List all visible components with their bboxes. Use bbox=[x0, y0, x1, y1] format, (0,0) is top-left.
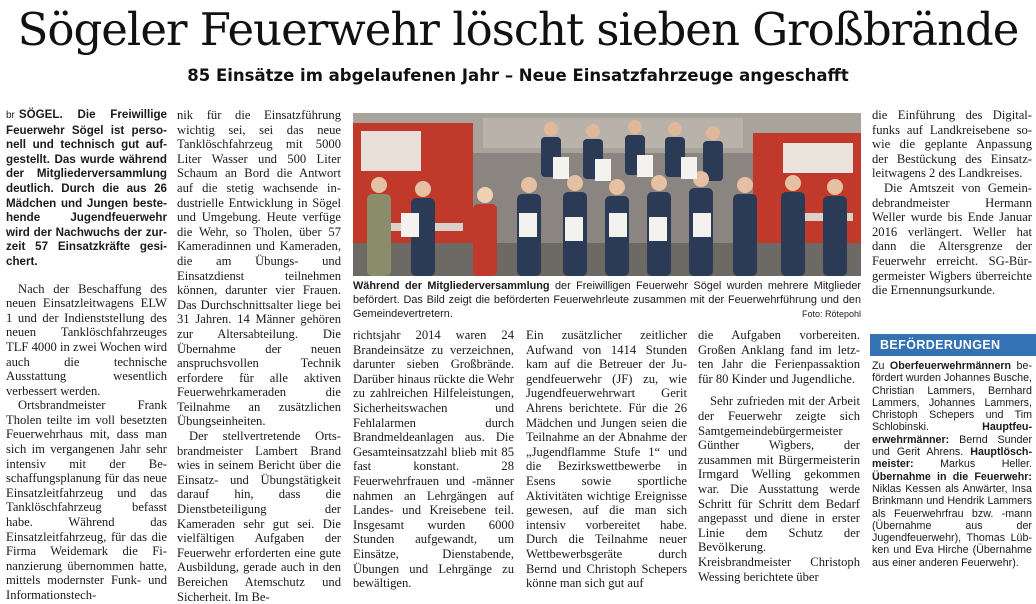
caption-text: der Freiwilligen Feuerwehr Sögel wurden mehrere Mitglieder befördert. Das Bild zeigt die beförderten Feuerwehrleute zusammen mit der Feuerwehrführung und den Gemeindevertretern. bbox=[353, 280, 861, 320]
article-column-4 bbox=[526, 328, 687, 591]
promotion-rank: Übernahme in die Feuerwehr: bbox=[872, 470, 1032, 483]
photo-caption bbox=[353, 279, 861, 321]
paragraph: richtsjahr 2014 waren 24 Brandeinsätze zu verzeichnen, darunter sieben Großbrände. Darüber hinaus rückte die Wehr zu zahlreichen Hilfeleistungen, Sicherheitswachen und Fehlalarmen durch Brandmeldeanlagen aus. Die Gesamteinsatzzahl blieb mit 85 fast konstant. 28 Feuerwehrfrauen und -männer nahmen an Lehrgängen auf Landes- und Kreisebene teil. Insgesamt wurden 6000 Stunden aufgewandt, um Einsätze, Dienstabende, Übungen und Lehrgänge zu bewältigen. bbox=[353, 328, 514, 591]
article-column-3 bbox=[353, 328, 514, 591]
article-column-5 bbox=[698, 328, 860, 584]
article-column-2 bbox=[177, 108, 341, 604]
promotion-names: Bernd Sunder und Gerit Ahrens. bbox=[872, 433, 1032, 459]
promotion-prefix: Zu bbox=[872, 360, 890, 372]
promotion-rank: Hauptfeuerwehrmänner: bbox=[872, 421, 1032, 446]
paragraph: Sehr zufrieden mit der Arbeit der Feuerwehr zeigte sich Samtgemeindebürgermeister Günther Wigbers, der zusammen mit Bürgermeisterin Irmgard Welling gekommen war. Die Ausstattung werde Schritt für Schritt dem Bedarf angepasst und diene in erster Linie dem Schutz der Bevölkerung. Kreisbrandmeister Christoph Wessing berichtete über bbox=[698, 394, 860, 584]
author-dateline: br bbox=[6, 110, 15, 121]
paragraph: Ein zusätzlicher zeitlicher Aufwand von 1414 Stunden kam auf die Betreuer der Jugendfeuerwehr (JF) zu, wie Jugendfeuerwehrwart Gerit Ahrens berichtete. Für die 26 Mädchen und Jungen seien die Teilnahme an der Abnahme der „Jugendflamme Stufe 1“ und die Bezirkswettbewerbe in Esens sowie sportliche Aktivitäten wichtige Ereignisse gewesen, auf die man sich intensiv vorbereitet habe. Durch die Teilnahme neuer Wettbewerbsgeräte durch Bernd und Christoph Schepers könne man sich gut auf bbox=[526, 328, 687, 591]
paragraph: Ortsbrandmeister Frank Tholen teilte im voll besetzten Feuerwehrhaus mit, dass man sich im vergangenen Jahr sehr intensiv mit der Beschaffungsplanung für das neue Einsatzleitfahrzeug und das Tanklöschfahrzeug befasst habe. Während das Einsatzleitfahrzeug, für das die Firma Weidemark die Finanzierung übernommen hatte, mittels modernster Funk- und Informationstech- bbox=[6, 398, 167, 602]
paragraph: die Einführung des Digitalfunks auf Landkreisebene sowie die geplante Anpassung der Bestückung des Einsatzleitwagens 2 des Landkreises. bbox=[872, 108, 1032, 181]
promotion-names: Markus Heller. bbox=[913, 458, 1032, 471]
promotion-names: befördert wurden Johannes Busche, Christian Lammers, Bernhard Lammers, Johannes Lammers, Christoph Schepers und Tim Schlobinski. bbox=[872, 360, 1032, 434]
article-column-6 bbox=[872, 108, 1032, 298]
article-column-1 bbox=[6, 108, 167, 603]
paragraph: nik für die Einsatzführung wichtig sei, sei das neue Tanklöschfahrzeug mit 5000 Liter Wasser und 500 Liter Schaum an Bord die Antwort auf die stetig wachsende industrielle Entwicklung in Sögel und Umgebung. Heute verfüge die Wehr, so Tholen, über 57 Kameradinnen und Kameraden, die am Übungs- und Einsatzdienst teilnehmen können, darunter vier Frauen. Das Durchschnittsalter liege bei 31 Jahren. 14 Männer gehören zur Altersabteilung. Die Übernahme der neuen anspruchsvollen Technik erfordere für alle aktiven Feuerwehrkameraden die Teilnahme an zusätzlichen Übungseinheiten. bbox=[177, 108, 341, 429]
promotion-rank: Oberfeuerwehrmännern bbox=[889, 360, 1012, 372]
paragraph: Der stellvertretende Ortsbrandmeister Lambert Brand wies in seinem Bericht über die Einsatz- und Übungstätigkeit darauf hin, dass die Dienstbeteiligung der Kameraden sehr gut sei. Die vielfältigen Aufgaben der Feuerwehr erforderten eine gute Ausbildung, gerade auch in den Bereichen Atemschutz und Sicherheit. Im Be- bbox=[177, 429, 341, 604]
article-subheadline: 85 Einsätze im abgelaufenen Jahr – Neue Einsatzfahrzeuge angeschafft bbox=[187, 66, 849, 85]
article-headline: Sögeler Feuerwehr löscht sieben Großbrände bbox=[17, 3, 1019, 56]
paragraph: Die Amtszeit von Gemeindebrandmeister Hermann Weller wurde bis Ende Januar 2016 verlängert. Weller hat dann die Altersgrenze der Feuerwehr erreicht. SG-Bürgermeister Wigbers überreichte die Ernennungsurkunde. bbox=[872, 180, 1032, 298]
article-lead bbox=[6, 108, 167, 270]
photo-illustration bbox=[353, 113, 861, 276]
promotions-heading: BEFÖRDERUNGEN bbox=[870, 334, 1036, 356]
group-photo bbox=[353, 113, 861, 276]
paragraph: Nach der Beschaffung des neuen Einsatzleitwagens ELW 1 und der Indienststellung des neuen Tanklöschfahrzeuges TLF 4000 in zwei Wochen wird auch die technische Ausstattung wesentlich verbessert werden. bbox=[6, 281, 167, 398]
promotion-rank: Hauptlöschmeister: bbox=[872, 446, 1032, 471]
lead-text: SÖGEL. Die Freiwillige Feuerwehr Sögel ist personell und technisch gut aufgestellt. Das wurde während der Mitgliederversammlung deutlich. Durch die aus 26 Mädchen und Jungen bestehende Jugendfeuerwehr wird der Nachwuchs der zurzeit 57 Einsatzkräfte gesichert. bbox=[6, 108, 167, 268]
caption-bold: Während der Mitgliederversammlung bbox=[353, 280, 550, 292]
promotions-list bbox=[872, 360, 1032, 569]
photo-credit: Foto: Rötepohl bbox=[801, 309, 861, 319]
paragraph: die Aufgaben vorbereiten. Großen Anklang fand im letzten Jahr die Ferienpassaktion für 80 Kinder und Jugendliche. bbox=[698, 328, 860, 386]
promotion-names: Niklas Kessen als Anwärter, Insa Brinkmann und Hendrik Lammers als Feuerwehrfrau bzw. -mann (Übernahme aus der Jugendfeuerwehr), Thomas Lübken und Eva Hirche (Übernahme aus einer anderen Feuerwehr). bbox=[872, 482, 1032, 569]
